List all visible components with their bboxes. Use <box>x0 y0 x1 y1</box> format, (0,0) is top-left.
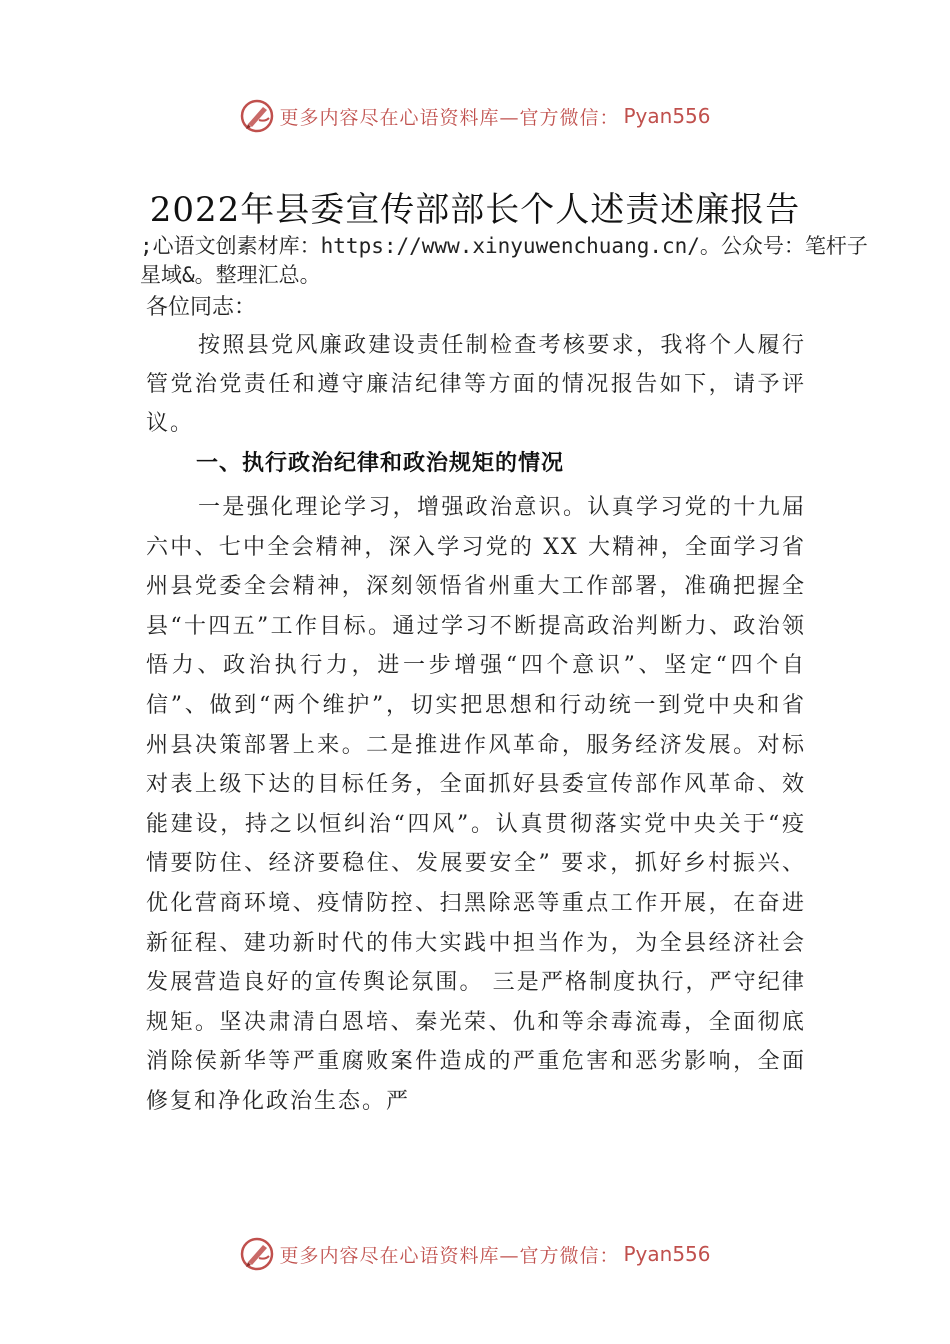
source-note: ;心语文创素材库：https://www.xinyuwenchuang.cn/。公众号：笔杆子星域&。整理汇总。 <box>140 234 868 287</box>
banner-wechat-id: Pyan556 <box>623 1242 711 1266</box>
salutation: 各位同志： <box>146 295 257 320</box>
footer-banner <box>0 1230 950 1278</box>
intro-paragraph: 按照县党风廉政建设责任制检查考核要求，我将个人履行管党治党责任和遵守廉洁纪律等方面的情况报告如下，请予评议。 <box>146 333 806 436</box>
banner-text: 更多内容尽在心语资料库—官方微信： <box>279 1244 620 1267</box>
banner-text: 更多内容尽在心语资料库—官方微信： <box>279 106 620 129</box>
section-body-paragraph: 一是强化理论学习，增强政治意识。认真学习党的十九届六中、七中全会精神，深入学习党的 XX 大精神，全面学习省州县党委全会精神，深刻领悟省州重大工作部署，准确把握全县“十四五”工作目标。通过学习不断提高政治判断力、政治领悟力、政治执行力，进一步增强“四个意识”、坚定“四个自信”、做到“两个维护”，切实把思想和行动统一到党中央和省州县决策部署上来。二是推进作风革命，服务经济发展。对标对表上级下达的目标任务，全面抓好县委宣传部作风革命、效能建设，持之以恒纠治“四风”。认真贯彻落实党中央关于“疫情要防住、经济要稳住、发展要安全” 要求，抓好乡村振兴、优化营商环境、疫情防控、扫黑除恶等重点工作开展，在奋进新征程、建功新时代的伟大实践中担当作为，为全县经济社会发展营造良好的宣传舆论氛围。 三是严格制度执行，严守纪律规矩。坚决肃清白恩培、秦光荣、仇和等余毒流毒，全面彻底消除侯新华等严重腐败案件造成的严重危害和恶劣影响，全面修复和净化政治生态。严 <box>146 495 806 1114</box>
header-banner <box>0 92 950 140</box>
document-title: 2022年县委宣传部部长个人述责述廉报告 <box>149 190 801 230</box>
banner-wechat-id: Pyan556 <box>623 104 711 128</box>
section-heading: 一、执行政治纪律和政治规矩的情况 <box>196 451 565 476</box>
pen-logo-icon <box>239 1236 275 1272</box>
pen-logo-icon <box>239 98 275 134</box>
